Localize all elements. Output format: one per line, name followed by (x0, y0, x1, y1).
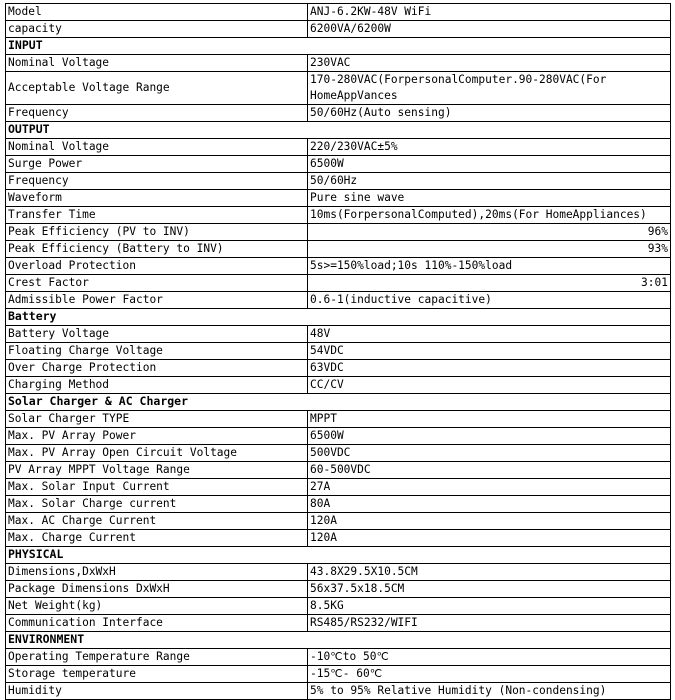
spec-label: Max. Solar Charge current (6, 496, 308, 513)
section-title: Battery (6, 309, 671, 326)
spec-value: RS485/RS232/WIFI (308, 615, 671, 632)
spec-value: 48V (308, 326, 671, 343)
spec-value: CC/CV (308, 377, 671, 394)
spec-value: 0.6-1(inductive capacitive) (308, 292, 671, 309)
spec-row (6, 21, 671, 38)
section-header (6, 632, 671, 649)
spec-row (6, 139, 671, 156)
spec-label: Communication Interface (6, 615, 308, 632)
spec-value: 120A (308, 513, 671, 530)
spec-value: -15℃- 60℃ (308, 666, 671, 683)
spec-value: MPPT (308, 411, 671, 428)
spec-label: Max. PV Array Power (6, 428, 308, 445)
spec-label: Dimensions,DxWxH (6, 564, 308, 581)
spec-row (6, 581, 671, 598)
section-title: PHYSICAL (6, 547, 671, 564)
spec-label: Solar Charger TYPE (6, 411, 308, 428)
spec-value: ANJ-6.2KW-48V WiFi (308, 4, 671, 21)
spec-label: Battery Voltage (6, 326, 308, 343)
spec-value: -10℃to 50℃ (308, 649, 671, 666)
section-header (6, 38, 671, 55)
spec-label: Acceptable Voltage Range (6, 72, 308, 105)
spec-value: 50/60Hz (308, 173, 671, 190)
spec-value: 6500W (308, 428, 671, 445)
spec-label: Transfer Time (6, 207, 308, 224)
spec-row (6, 275, 671, 292)
spec-value: 8.5KG (308, 598, 671, 615)
spec-row (6, 377, 671, 394)
spec-row (6, 326, 671, 343)
spec-row (6, 4, 671, 21)
spec-label: Model (6, 4, 308, 21)
spec-row (6, 564, 671, 581)
spec-label: capacity (6, 21, 308, 38)
spec-label: Operating Temperature Range (6, 649, 308, 666)
spec-row (6, 343, 671, 360)
spec-row (6, 72, 671, 105)
spec-row (6, 666, 671, 683)
spec-value: 56x37.5x18.5CM (308, 581, 671, 598)
spec-label: Frequency (6, 173, 308, 190)
spec-value: 3:01 (308, 275, 671, 292)
spec-value: 5s>=150%load;10s 110%-150%load (308, 258, 671, 275)
spec-label: Humidity (6, 683, 308, 700)
spec-row (6, 360, 671, 377)
spec-label: Waveform (6, 190, 308, 207)
spec-value: 10ms(ForpersonalComputed),20ms(For HomeAppliances) (308, 207, 671, 224)
spec-value: 27A (308, 479, 671, 496)
spec-value: 220/230VAC±5% (308, 139, 671, 156)
spec-row (6, 530, 671, 547)
spec-value: 93% (308, 241, 671, 258)
section-title: OUTPUT (6, 122, 671, 139)
section-header (6, 122, 671, 139)
spec-table-body (6, 4, 671, 700)
spec-label: Max. Charge Current (6, 530, 308, 547)
spec-table (5, 3, 671, 700)
spec-value: 230VAC (308, 55, 671, 72)
spec-value: 96% (308, 224, 671, 241)
spec-value: 63VDC (308, 360, 671, 377)
spec-value: 60-500VDC (308, 462, 671, 479)
spec-row (6, 258, 671, 275)
spec-value: Pure sine wave (308, 190, 671, 207)
spec-value: 43.8X29.5X10.5CM (308, 564, 671, 581)
spec-row (6, 445, 671, 462)
spec-label: Nominal Voltage (6, 139, 308, 156)
spec-value: 80A (308, 496, 671, 513)
spec-value: 6500W (308, 156, 671, 173)
spec-row (6, 241, 671, 258)
spec-value: 6200VA/6200W (308, 21, 671, 38)
spec-value: 54VDC (308, 343, 671, 360)
spec-label: Peak Efficiency (PV to INV) (6, 224, 308, 241)
spec-row (6, 649, 671, 666)
section-title: Solar Charger & AC Charger (6, 394, 671, 411)
spec-label: Net Weight(kg) (6, 598, 308, 615)
spec-row (6, 598, 671, 615)
spec-value: 500VDC (308, 445, 671, 462)
spec-label: Max. PV Array Open Circuit Voltage (6, 445, 308, 462)
spec-row (6, 615, 671, 632)
spec-value: 170-280VAC(ForpersonalComputer.90-280VAC(For HomeAppVances (308, 72, 671, 105)
spec-row (6, 428, 671, 445)
spec-label: Floating Charge Voltage (6, 343, 308, 360)
spec-label: Max. AC Charge Current (6, 513, 308, 530)
spec-row (6, 496, 671, 513)
spec-row (6, 224, 671, 241)
spec-row (6, 683, 671, 700)
spec-label: Over Charge Protection (6, 360, 308, 377)
spec-label: Package Dimensions DxWxH (6, 581, 308, 598)
spec-row (6, 173, 671, 190)
spec-row (6, 292, 671, 309)
spec-label: Peak Efficiency (Battery to INV) (6, 241, 308, 258)
spec-row (6, 462, 671, 479)
section-title: ENVIRONMENT (6, 632, 671, 649)
spec-row (6, 190, 671, 207)
spec-label: PV Array MPPT Voltage Range (6, 462, 308, 479)
spec-row (6, 513, 671, 530)
spec-label: Nominal Voltage (6, 55, 308, 72)
spec-label: Crest Factor (6, 275, 308, 292)
section-header (6, 394, 671, 411)
spec-row (6, 207, 671, 224)
spec-label: Max. Solar Input Current (6, 479, 308, 496)
spec-row (6, 479, 671, 496)
spec-row (6, 156, 671, 173)
spec-label: Admissible Power Factor (6, 292, 308, 309)
spec-row (6, 411, 671, 428)
spec-label: Overload Protection (6, 258, 308, 275)
section-header (6, 309, 671, 326)
spec-label: Frequency (6, 105, 308, 122)
spec-row (6, 105, 671, 122)
section-title: INPUT (6, 38, 671, 55)
spec-label: Surge Power (6, 156, 308, 173)
spec-label: Charging Method (6, 377, 308, 394)
section-header (6, 547, 671, 564)
spec-value: 5% to 95% Relative Humidity (Non-condensing) (308, 683, 671, 700)
spec-value: 120A (308, 530, 671, 547)
spec-value: 50/60Hz(Auto sensing) (308, 105, 671, 122)
spec-row (6, 55, 671, 72)
spec-label: Storage temperature (6, 666, 308, 683)
